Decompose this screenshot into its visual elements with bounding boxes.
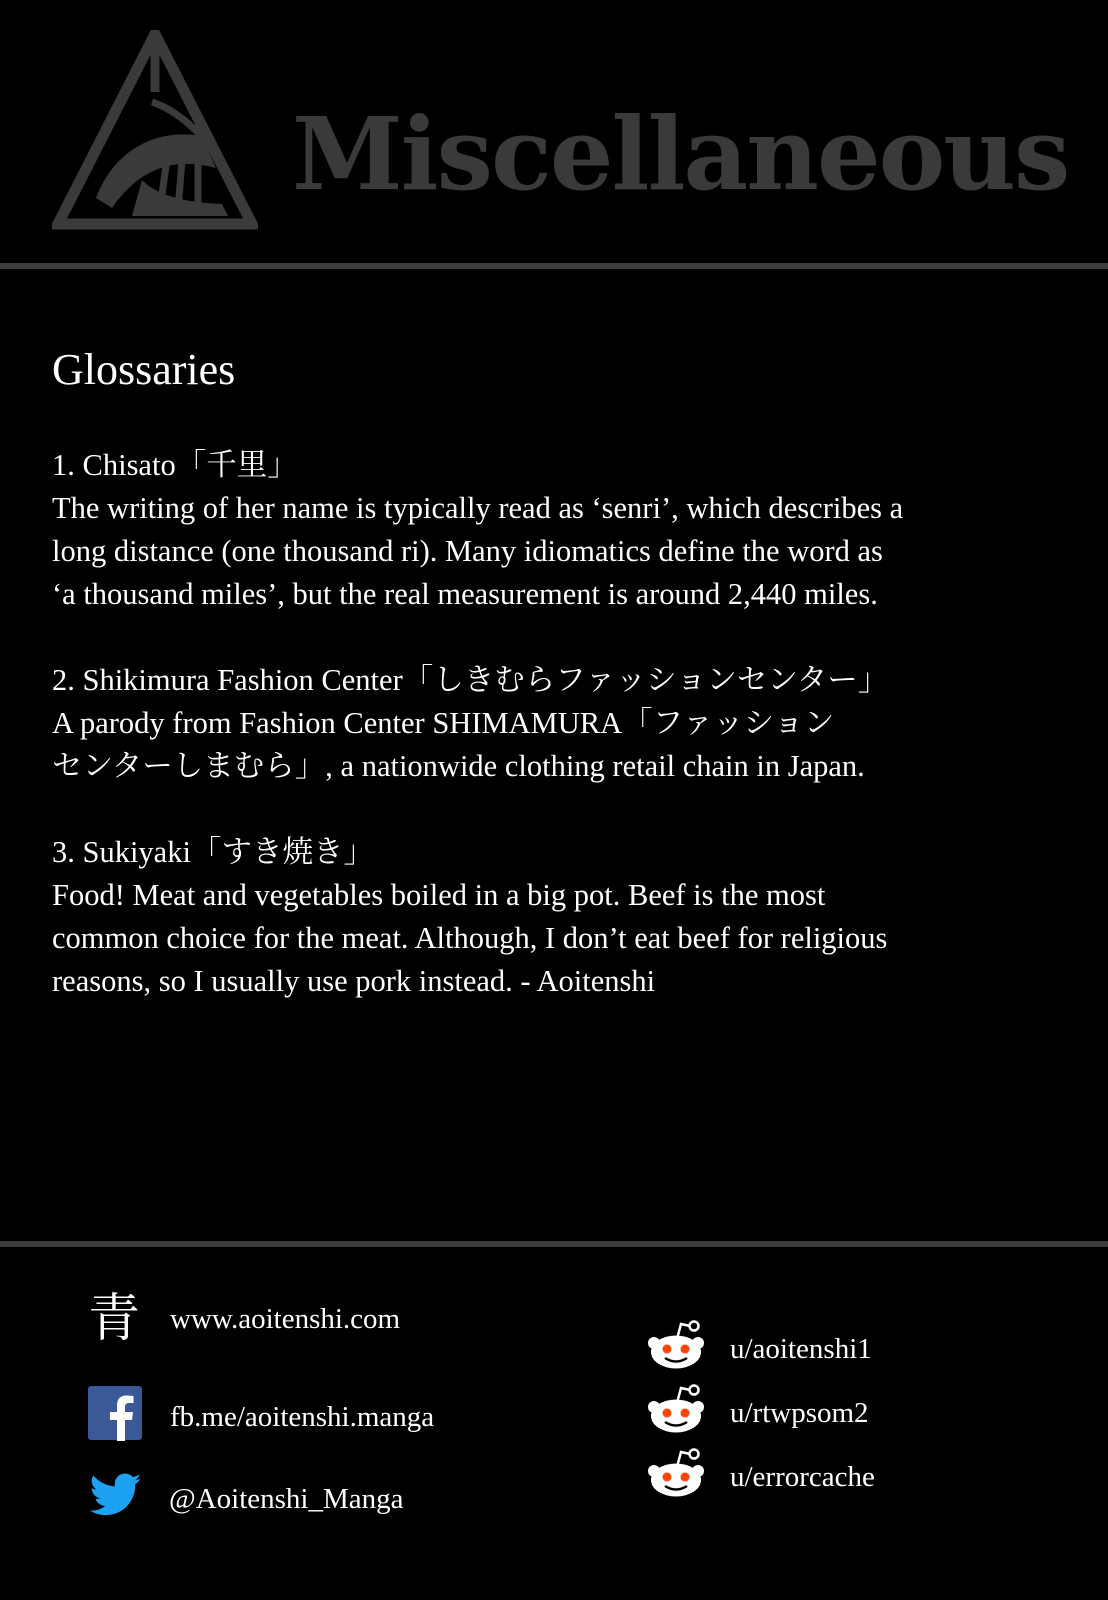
reddit-link-rtwpsom2[interactable] <box>646 1384 869 1442</box>
glossary-entry-shikimura <box>52 659 1062 788</box>
facebook-icon <box>87 1385 143 1449</box>
entry-line: long distance (one thousand ri). Many idiomatics define the word as <box>52 534 883 568</box>
entry-line: common choice for the meat. Although, I don’t eat beef for religious <box>52 921 888 955</box>
header-divider <box>0 263 1108 269</box>
entry-term: 2. Shikimura Fashion Center「しきむらファッションセンター」 <box>52 663 889 697</box>
reddit-link-text: u/errorcache <box>730 1460 875 1493</box>
website-link-text: www.aoitenshi.com <box>170 1302 401 1335</box>
reddit-icon <box>646 1320 706 1378</box>
website-link[interactable] <box>88 1289 401 1349</box>
section-heading: Glossaries <box>52 345 236 394</box>
aoitenshi-triangle-logo-icon <box>52 30 258 230</box>
reddit-link-text: u/rtwpsom2 <box>730 1396 869 1429</box>
facebook-link-text: fb.me/aoitenshi.manga <box>170 1400 435 1433</box>
entry-term: 3. Sukiyaki「すき焼き」 <box>52 835 374 869</box>
glossary-entry-sukiyaki <box>52 831 1062 1003</box>
entry-line: reasons, so I usually use pork instead. - Aoitenshi <box>52 964 656 998</box>
glossary-section <box>52 345 1062 1046</box>
facebook-link[interactable] <box>87 1385 434 1449</box>
header <box>0 0 1108 262</box>
reddit-link-text: u/aoitenshi1 <box>730 1332 872 1365</box>
entry-line: The writing of her name is typically read as ‘senri’, which describes a <box>52 491 904 525</box>
ao-kanji-icon: 青 <box>88 1289 141 1349</box>
reddit-icon <box>646 1384 706 1442</box>
footer <box>0 1247 1108 1600</box>
twitter-icon <box>90 1473 142 1525</box>
glossary-entry-chisato <box>52 444 1062 616</box>
entry-line: ‘a thousand miles’, but the real measurement is around 2,440 miles. <box>52 577 878 611</box>
twitter-link[interactable] <box>90 1473 404 1525</box>
twitter-link-text: @Aoitenshi_Manga <box>169 1482 404 1515</box>
entry-line: A parody from Fashion Center SHIMAMURA「ファッション <box>52 706 835 740</box>
reddit-link-errorcache[interactable] <box>646 1448 875 1506</box>
entry-line: センターしまむら」, a nationwide clothing retail chain in Japan. <box>52 749 865 783</box>
reddit-icon <box>646 1448 706 1506</box>
page-title: Miscellaneous <box>292 95 1069 213</box>
entry-line: Food! Meat and vegetables boiled in a big pot. Beef is the most <box>52 878 826 912</box>
entry-term: 1. Chisato「千里」 <box>52 448 298 482</box>
reddit-link-aoitenshi1[interactable] <box>646 1320 872 1378</box>
